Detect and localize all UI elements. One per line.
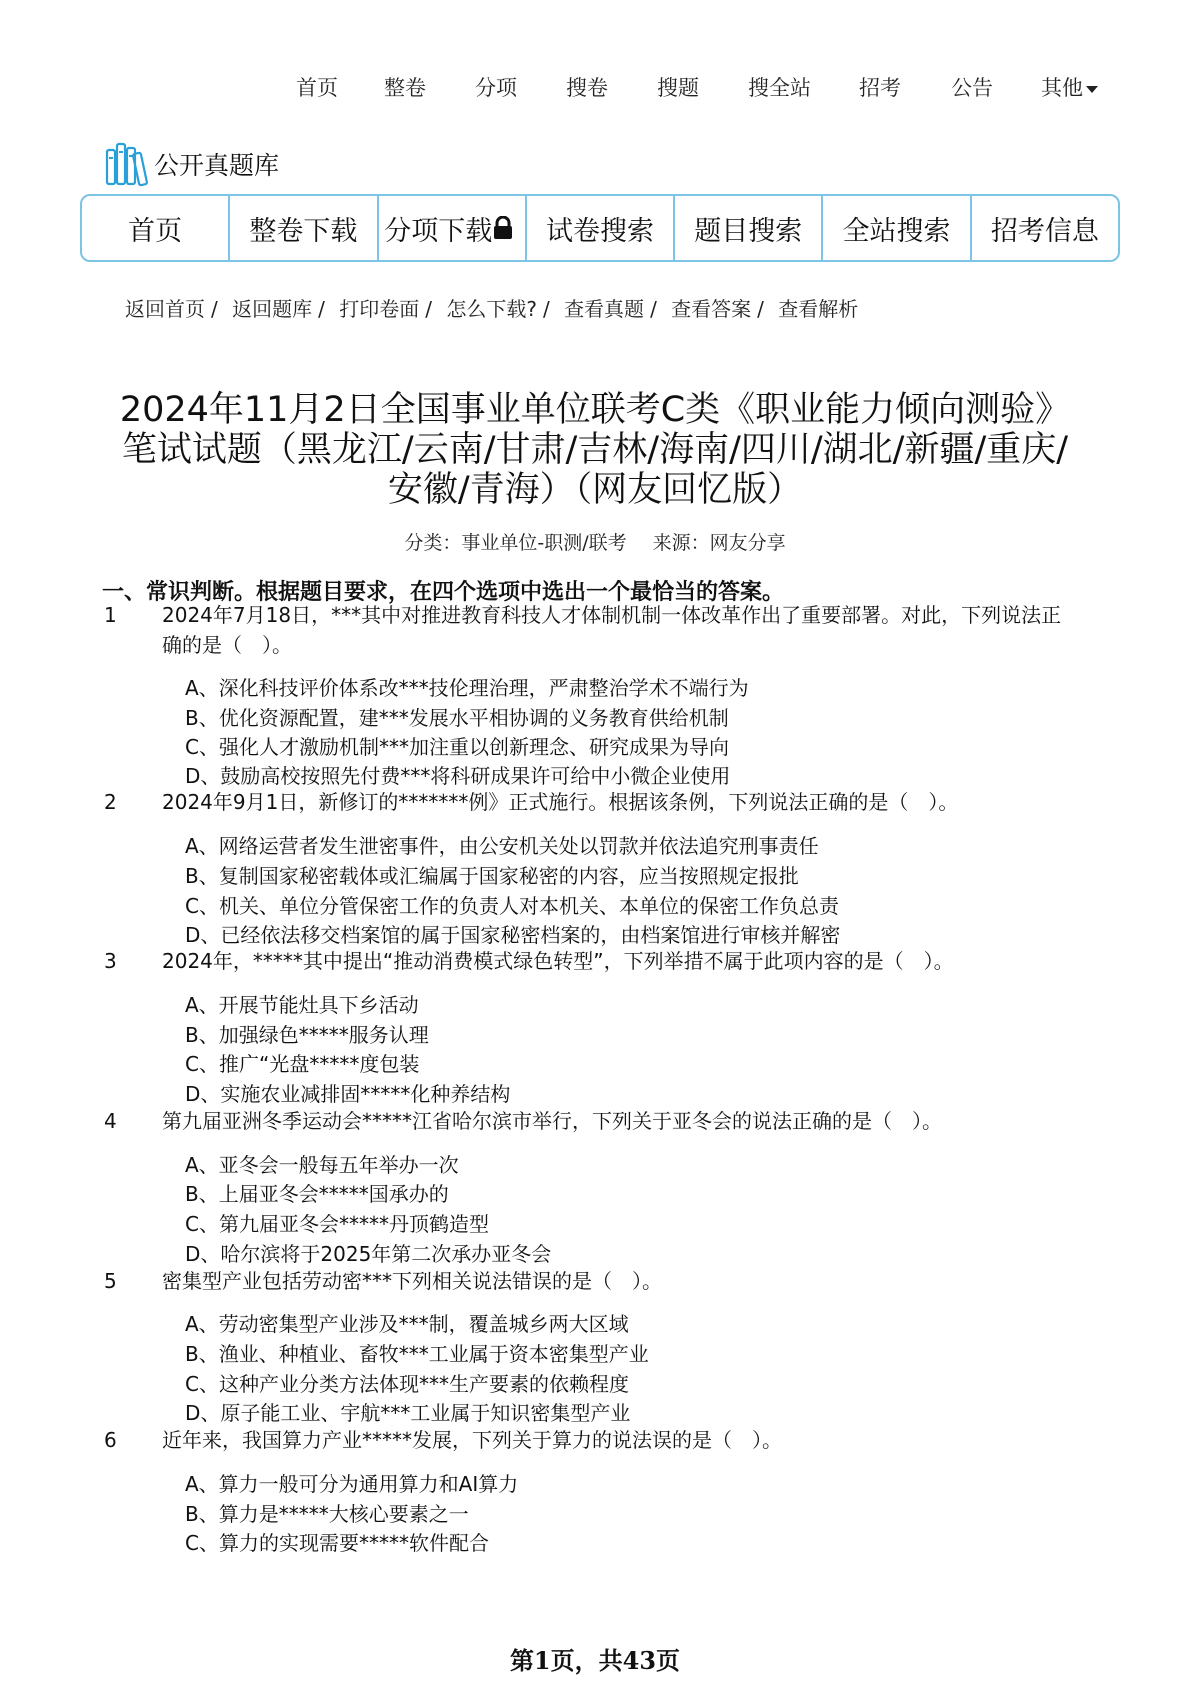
- paper-title: [110, 390, 1080, 510]
- option: C、这种产业分类方法体现***生产要素的依赖程度: [185, 1372, 629, 1396]
- option: B、算力是*****大核心要素之一: [185, 1502, 469, 1526]
- paper-source: 来源：网友分享: [652, 532, 786, 554]
- question-number: 1: [104, 603, 117, 627]
- crumb-how-download[interactable]: 怎么下载?: [446, 297, 537, 321]
- topnav-sections[interactable]: 分项: [475, 76, 517, 100]
- breadcrumb: [125, 293, 858, 322]
- question-number: 3: [104, 949, 117, 973]
- paper-category: 分类：事业单位-职测/联考: [404, 532, 627, 554]
- crumb-back-home[interactable]: 返回首页: [125, 297, 205, 321]
- question-stem: 密集型产业包括劳动密***下列相关说法错误的是（ ）。: [162, 1269, 662, 1293]
- tab-paper-search[interactable]: 试卷搜索: [527, 196, 675, 260]
- lock-icon: [492, 216, 514, 240]
- crumb-back-bank[interactable]: 返回题库: [232, 297, 313, 321]
- option: C、强化人才激励机制***加注重以创新理念、研究成果为导向: [185, 735, 729, 759]
- logo-text: 公开真题库: [154, 151, 280, 180]
- option: A、开展节能灶具下乡活动: [185, 993, 419, 1017]
- topnav-recruit[interactable]: 招考: [859, 76, 901, 100]
- tab-site-search[interactable]: 全站搜索: [823, 196, 971, 260]
- tab-recruit-info[interactable]: 招考信息: [990, 215, 1099, 247]
- option: A、亚冬会一般每五年举办一次: [185, 1153, 459, 1177]
- topnav-home[interactable]: 首页: [296, 76, 338, 100]
- question-stem: 第九届亚洲冬季运动会*****江省哈尔滨市举行，下列关于亚冬会的说法正确的是（ ）。: [162, 1109, 942, 1133]
- crumb-separator: /: [650, 297, 657, 321]
- topnav-more[interactable]: [1041, 72, 1098, 102]
- tab-full-download[interactable]: 整卷下载: [230, 196, 378, 260]
- topnav-search-question[interactable]: 搜题: [657, 76, 699, 100]
- option: A、深化科技评价体系改***技伦理治理，严肃整治学术不端行为: [185, 676, 749, 700]
- option: D、原子能工业、宇航***工业属于知识密集型产业: [185, 1401, 631, 1425]
- paper-meta: [0, 528, 1190, 555]
- question-stem: 2024年7月18日，***其中对推进教育科技人才体制机制一体改革作出了重要部署。对此，下列说法正确的是（ ）。: [162, 603, 1062, 657]
- crumb-view-answers[interactable]: 查看答案: [671, 297, 752, 321]
- option: D、哈尔滨将于2025年第二次承办亚冬会: [185, 1242, 552, 1266]
- crumb-separator: /: [318, 297, 325, 321]
- question: [104, 946, 1064, 976]
- option: B、上届亚冬会*****国承办的: [185, 1182, 449, 1206]
- option: C、机关、单位分管保密工作的负责人对本机关、本单位的保密工作负总责: [185, 894, 839, 918]
- topnav-full-paper[interactable]: 整卷: [384, 76, 426, 100]
- section-heading: 一、常识判断。根据题目要求，在四个选项中选出一个最恰当的答案。: [102, 580, 785, 605]
- question: [104, 1266, 1064, 1296]
- question-number: 4: [104, 1109, 117, 1133]
- crumb-print[interactable]: 打印卷面: [339, 297, 420, 321]
- tab-section-download[interactable]: [379, 196, 527, 260]
- topnav-notice[interactable]: 公告: [951, 76, 993, 100]
- question-stem: 近年来，我国算力产业*****发展，下列关于算力的说法误的是（ ）。: [162, 1428, 782, 1452]
- tab-home[interactable]: 首页: [82, 196, 230, 260]
- option: B、优化资源配置，建***发展水平相协调的义务教育供给机制: [185, 706, 729, 730]
- option: D、实施农业减排固*****化种养结构: [185, 1082, 511, 1106]
- topnav-more-label: 其他: [1041, 76, 1083, 100]
- option: D、鼓励高校按照先付费***将科研成果许可给中小微企业使用: [185, 764, 731, 788]
- option: B、复制国家秘密载体或汇编属于国家秘密的内容，应当按照规定报批: [185, 864, 799, 888]
- crumb-separator: /: [425, 297, 432, 321]
- option: B、加强绿色*****服务认理: [185, 1023, 429, 1047]
- option: D、已经依法移交档案馆的属于国家秘密档案的，由档案馆进行审核并解密: [185, 923, 841, 947]
- question: [104, 1425, 1064, 1455]
- top-nav: [0, 72, 1190, 106]
- page-footer: 第1页，共43页: [509, 1646, 681, 1675]
- title-line: 安徽/青海）（网友回忆版）: [387, 470, 803, 510]
- crumb-view-analysis[interactable]: 查看解析: [778, 297, 859, 321]
- question: [104, 600, 1064, 660]
- title-line: 2024年11月2日全国事业单位联考C类《职业能力倾向测验》: [119, 390, 1071, 430]
- tab-section-download-label: 分项下载: [384, 215, 493, 247]
- question-stem: 2024年，*****其中提出“推动消费模式绿色转型”，下列举措不属于此项内容的是（ ）。: [162, 949, 954, 973]
- books-icon: [104, 140, 150, 188]
- option: A、算力一般可分为通用算力和AI算力: [185, 1472, 519, 1496]
- question: [104, 787, 1064, 817]
- question-stem: 2024年9月1日，新修订的*******例》正式施行。根据该条例，下列说法正确的是（ ）。: [162, 790, 959, 814]
- option: C、推广“光盘*****度包装: [185, 1052, 420, 1076]
- tab-question-search[interactable]: 题目搜索: [675, 196, 823, 260]
- question-number: 6: [104, 1428, 117, 1452]
- site-logo[interactable]: [104, 140, 279, 188]
- crumb-separator: /: [542, 297, 550, 321]
- option: C、算力的实现需要*****软件配合: [185, 1531, 489, 1555]
- crumb-separator: /: [757, 297, 764, 321]
- question-number: 5: [104, 1269, 117, 1293]
- topnav-search-site[interactable]: 搜全站: [748, 76, 811, 100]
- main-nav: [80, 194, 1120, 262]
- option: A、劳动密集型产业涉及***制，覆盖城乡两大区域: [185, 1312, 629, 1336]
- option: C、第九届亚冬会*****丹顶鹤造型: [185, 1212, 489, 1236]
- option: B、渔业、种植业、畜牧***工业属于资本密集型产业: [185, 1342, 649, 1366]
- question-number: 2: [104, 790, 117, 814]
- title-line: 笔试试题（黑龙江/云南/甘肃/吉林/海南/四川/湖北/新疆/重庆/: [121, 430, 1069, 470]
- option: A、网络运营者发生泄密事件，由公安机关处以罚款并依法追究刑事责任: [185, 834, 819, 858]
- question: [104, 1106, 1064, 1136]
- topnav-search-paper[interactable]: 搜卷: [566, 76, 608, 100]
- crumb-separator: /: [211, 297, 218, 321]
- crumb-view-paper[interactable]: 查看真题: [564, 297, 645, 321]
- caret-down-icon: [1086, 86, 1098, 93]
